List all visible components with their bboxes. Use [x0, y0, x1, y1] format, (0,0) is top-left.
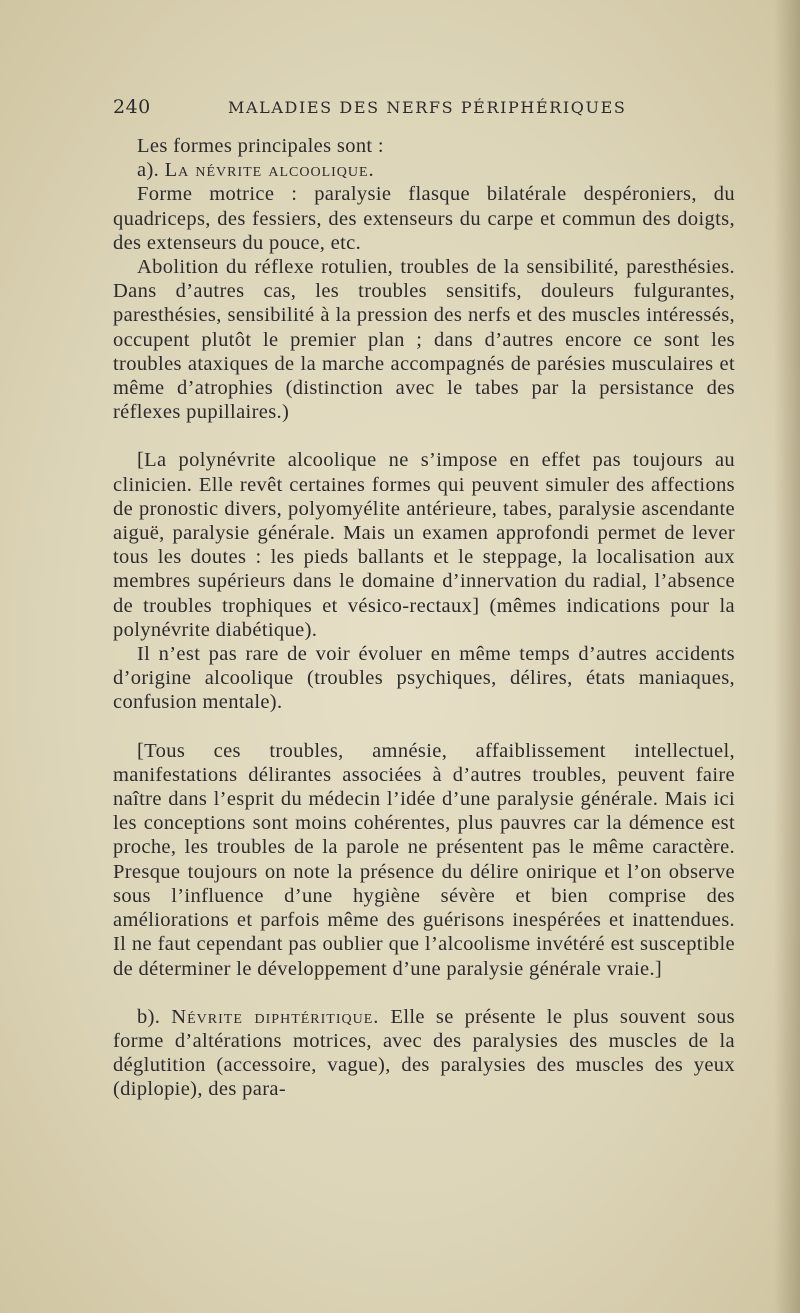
- paragraph-polyneuritis: [La polynévrite alcoolique ne s’impose en effet pas toujours au clinicien. Elle revêt certaines formes qui peuvent simuler des affections de pronostic divers, polyomyélite antérieure, tabes, paralysie ascendante aiguë, paralysie générale. Mais un examen approfondi permet de lever tous les doutes : les pieds ballants et le steppage, la localisation aux membres supérieurs dans le domaine d’innervation du radial, l’absence de troubles trophiques et vésico-rectaux] (mêmes indications pour la polynévrite diabétique).: [113, 449, 735, 641]
- section-b-text: Elle se présente le plus souvent sous forme d’altérations motrices, avec des paralysies des muscles de la déglutition (accessoire, vague), des paralysies des muscles des yeux (diplopie), des para-: [113, 1005, 735, 1101]
- section-b-title: Névrite diphtéritique.: [171, 1005, 380, 1028]
- paragraph-troubles: [Tous ces troubles, amnésie, affaiblissement intellectuel, manifestations délirantes associées à d’autres troubles, peuvent faire naître dans l’esprit du médecin l’idée d’une paralysie générale. Mais ici les conceptions sont moins cohérentes, plus pauvres car la démence est proche, les troubles de la parole ne présentent pas le même caractère. Presque toujours on note la présence du délire onirique et l’on observe sous l’influence d’une hygiène sévère et bien comprise des améliorations et parfois même des guérisons inespérées et inattendues. Il ne faut cependant pas oublier que l’alcoolisme invétéré est susceptible de déterminer le développement d’une paralysie générale vraie.]: [113, 739, 735, 980]
- page-number: 240: [113, 96, 151, 118]
- section-a-heading: [113, 158, 735, 182]
- paragraph-motor-form: Forme motrice : paralysie flasque bilatérale despéroniers, du quadriceps, des fessiers, des extenseurs du carpe et commun des doigts, des extenseurs du pouce, etc.: [113, 183, 735, 254]
- section-a-marker: a).: [137, 159, 160, 182]
- section-b-marker: b).: [137, 1005, 161, 1028]
- paragraph-reflex: Abolition du réflexe rotulien, troubles de la sensibilité, paresthésies. Dans d’autres cas, les troubles sensitifs, douleurs fulgurantes, paresthésies, sensibilité à la pression des nerfs et des muscles intéressés, occupent plutôt le premier plan ; dans d’autres encore ce sont les troubles ataxiques de la marche accompagnés de parésies musculaires et même d’atrophies (distinction avec le tabes par la persistance des réflexes pupillaires.): [113, 256, 735, 424]
- running-title: MALADIES DES NERFS PÉRIPHÉRIQUES: [228, 98, 627, 117]
- section-b-paragraph: [113, 1005, 735, 1102]
- paragraph-accidents: Il n’est pas rare de voir évoluer en même temps d’autres accidents d’origine alcoolique (troubles psychiques, délires, états maniaques, confusion mentale).: [113, 643, 735, 714]
- page-header: [113, 96, 733, 122]
- section-a-title: La névrite alcoolique.: [164, 159, 375, 182]
- body-text: [113, 134, 735, 1102]
- paragraph-intro: Les formes principales sont :: [137, 135, 384, 157]
